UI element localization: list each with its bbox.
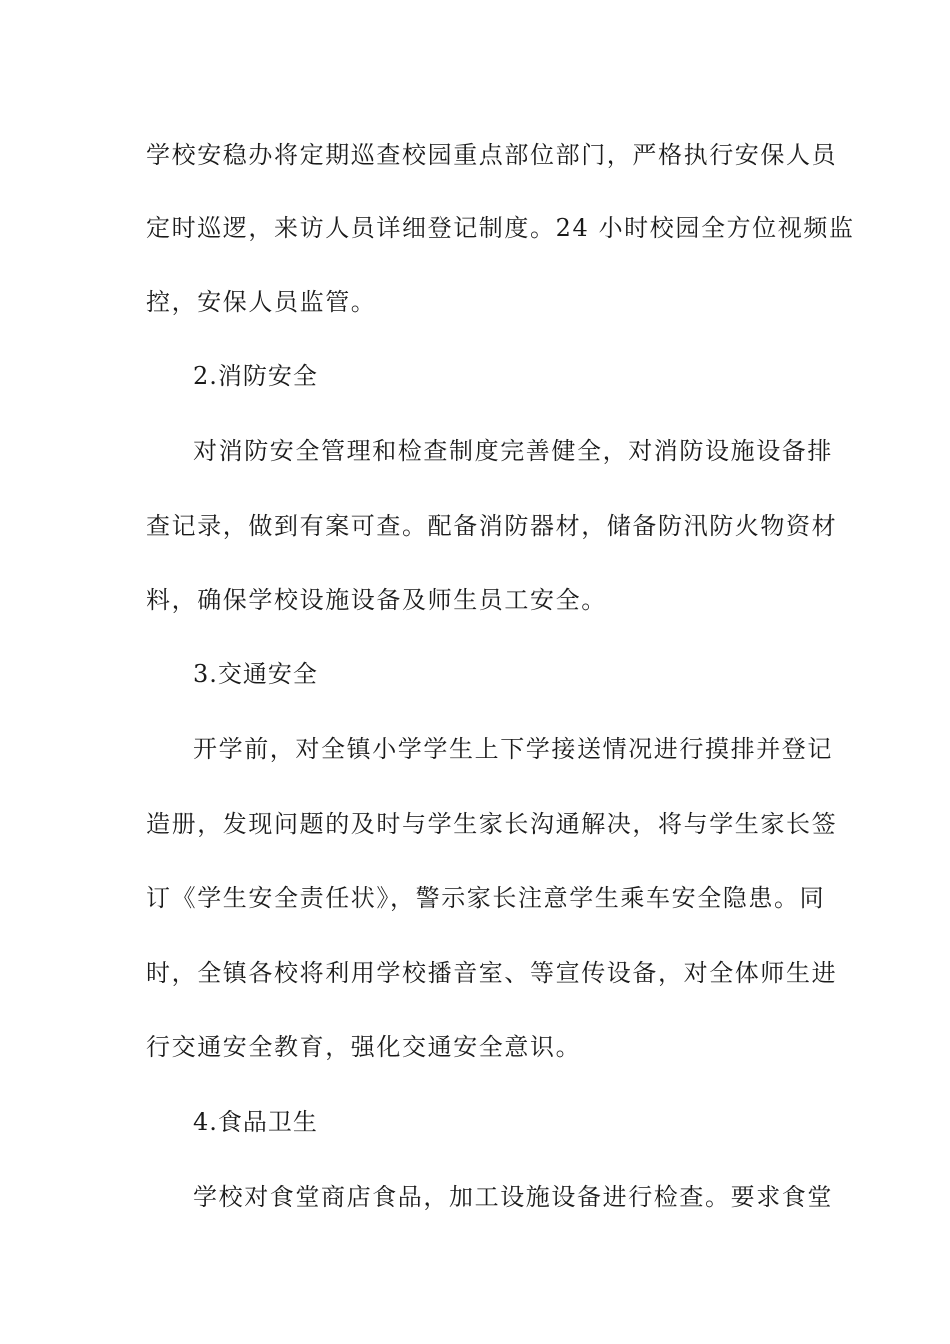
paragraph-line: 学校安稳办将定期巡查校园重点部位部门，严格执行安保人员: [146, 141, 838, 169]
paragraph-line: 查记录，做到有案可查。配备消防器材，储备防汛防火物资材: [146, 512, 838, 540]
paragraph-line: 造册，发现问题的及时与学生家长沟通解决，将与学生家长签: [146, 810, 838, 838]
paragraph-line: 时，全镇各校将利用学校播音室、等宣传设备，对全体师生进: [146, 959, 838, 987]
paragraph-line: 订《学生安全责任状》，警示家长注意学生乘车安全隐患。同: [146, 884, 826, 912]
paragraph-line: 学校对食堂商店食品，加工设施设备进行检查。要求食堂: [193, 1183, 833, 1211]
section-heading-fire-safety: 2.消防安全: [193, 362, 318, 390]
paragraph-line: 控，安保人员监管。: [146, 288, 377, 316]
paragraph-line: 开学前，对全镇小学学生上下学接送情况进行摸排并登记: [193, 735, 833, 763]
paragraph-line: 对消防安全管理和检查制度完善健全，对消防设施设备排: [193, 437, 833, 465]
section-heading-food-hygiene: 4.食品卫生: [193, 1108, 318, 1136]
paragraph-line: 行交通安全教育，强化交通安全意识。: [146, 1033, 582, 1061]
paragraph-line: 料，确保学校设施设备及师生员工安全。: [146, 586, 607, 614]
paragraph-line: 定时巡逻，来访人员详细登记制度。24 小时校园全方位视频监: [146, 214, 855, 242]
section-heading-traffic-safety: 3.交通安全: [193, 660, 318, 688]
